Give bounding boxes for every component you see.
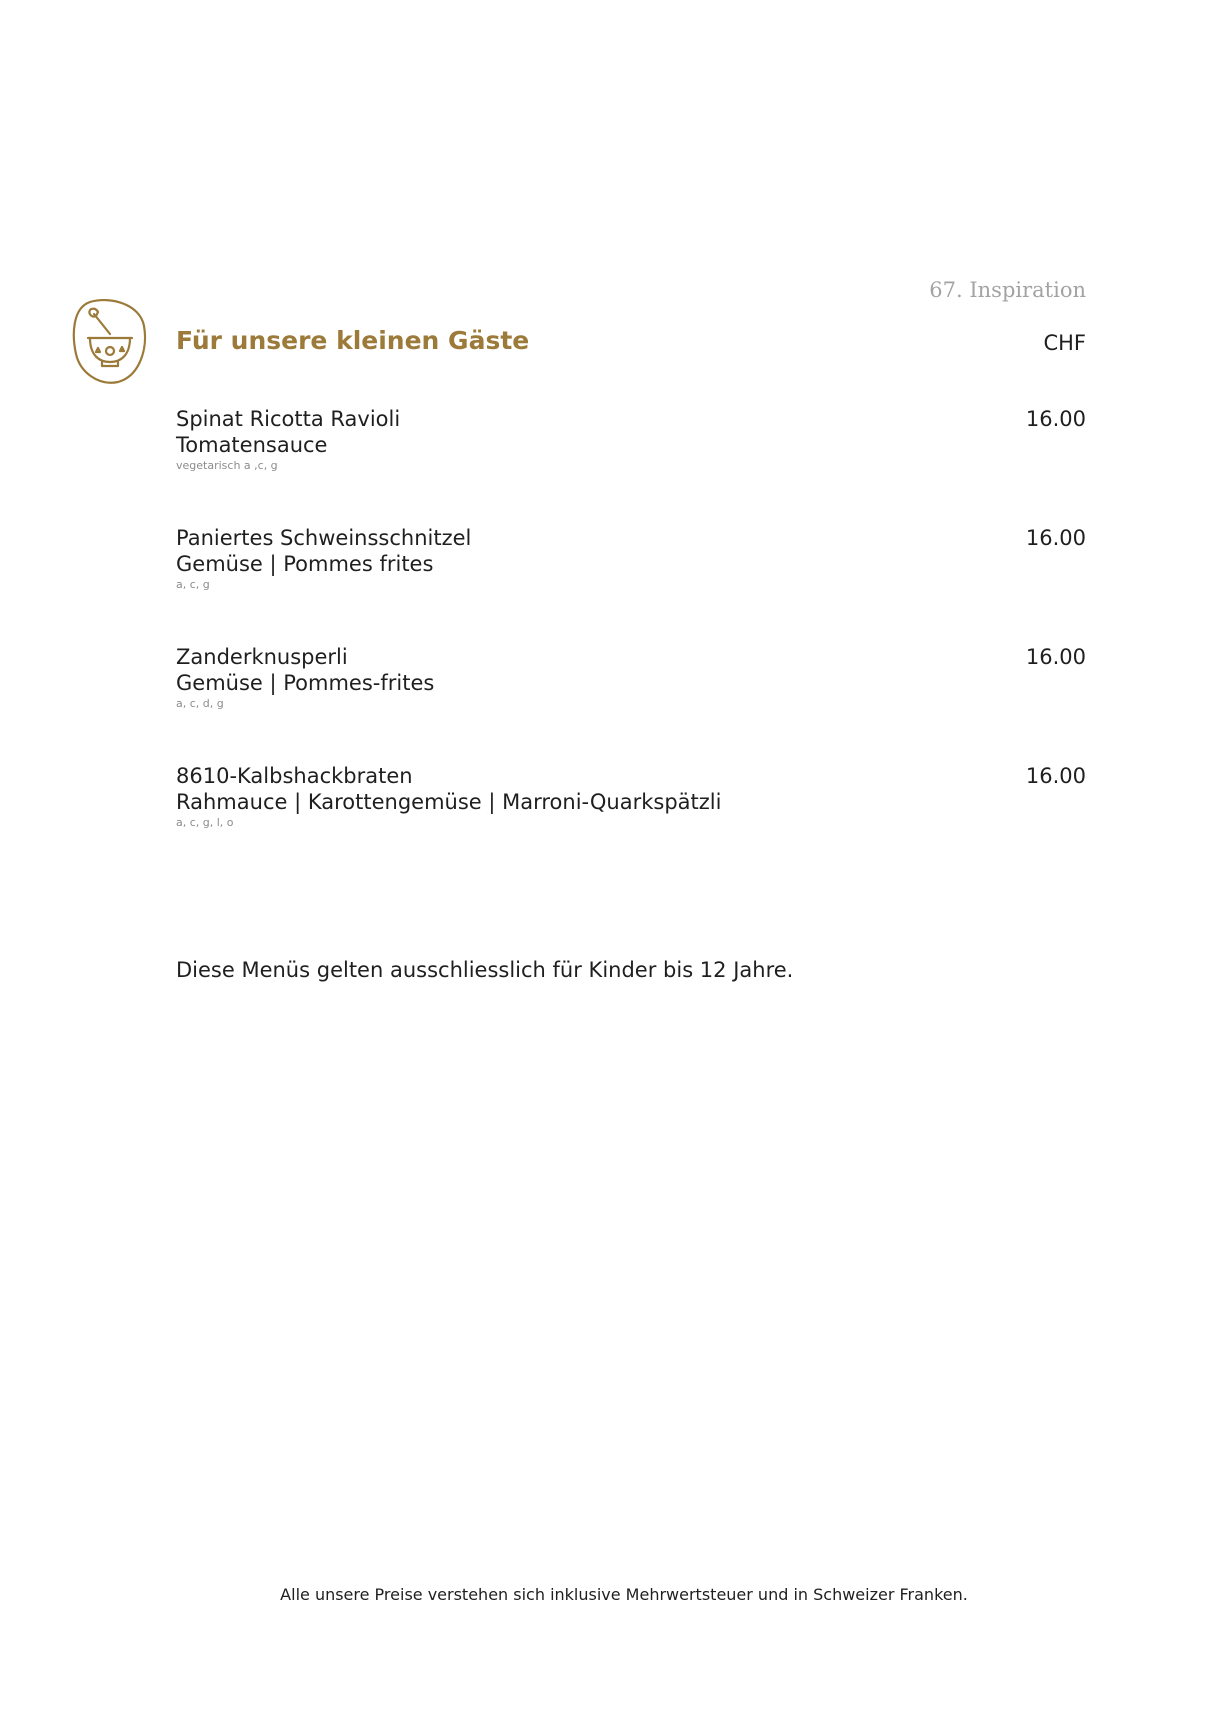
age-note: Diese Menüs gelten ausschliesslich für Kinder bis 12 Jahre. [176,958,794,982]
menu-item-sides: Rahmauce | Karottengemüse | Marroni-Quarkspätzli [176,790,722,814]
menu-item-price: 16.00 [1025,407,1086,431]
menu-item [176,525,1086,592]
footer-note: Alle unsere Preise verstehen sich inklusive Mehrwertsteuer und in Schweizer Franken. [280,1585,968,1604]
edition-label: 67. Inspiration [929,278,1086,302]
mortar-and-pestle-icon [70,296,148,384]
menu-item-allergens: a, c, g [176,578,210,591]
menu-item-allergens: a, c, g, l, o [176,816,234,829]
menu-item-allergens: vegetarisch a ,c, g [176,459,278,472]
menu-item-sides: Gemüse | Pommes-frites [176,671,435,695]
menu-item-price: 16.00 [1025,764,1086,788]
menu-item-name: Paniertes Schweinsschnitzel [176,526,472,550]
menu-item [176,763,1086,830]
menu-item-sides: Tomatensauce [176,433,328,457]
menu-item-price: 16.00 [1025,526,1086,550]
menu-item-name: 8610-Kalbshackbraten [176,764,413,788]
menu-item-sides: Gemüse | Pommes frites [176,552,434,576]
section-title: Für unsere kleinen Gäste [176,326,530,355]
menu-item [176,644,1086,711]
menu-item-allergens: a, c, d, g [176,697,224,710]
currency-header: CHF [1043,331,1086,355]
menu-item-name: Zanderknusperli [176,645,348,669]
menu-item-name: Spinat Ricotta Ravioli [176,407,401,431]
menu-item-price: 16.00 [1025,645,1086,669]
menu-item [176,406,1086,473]
